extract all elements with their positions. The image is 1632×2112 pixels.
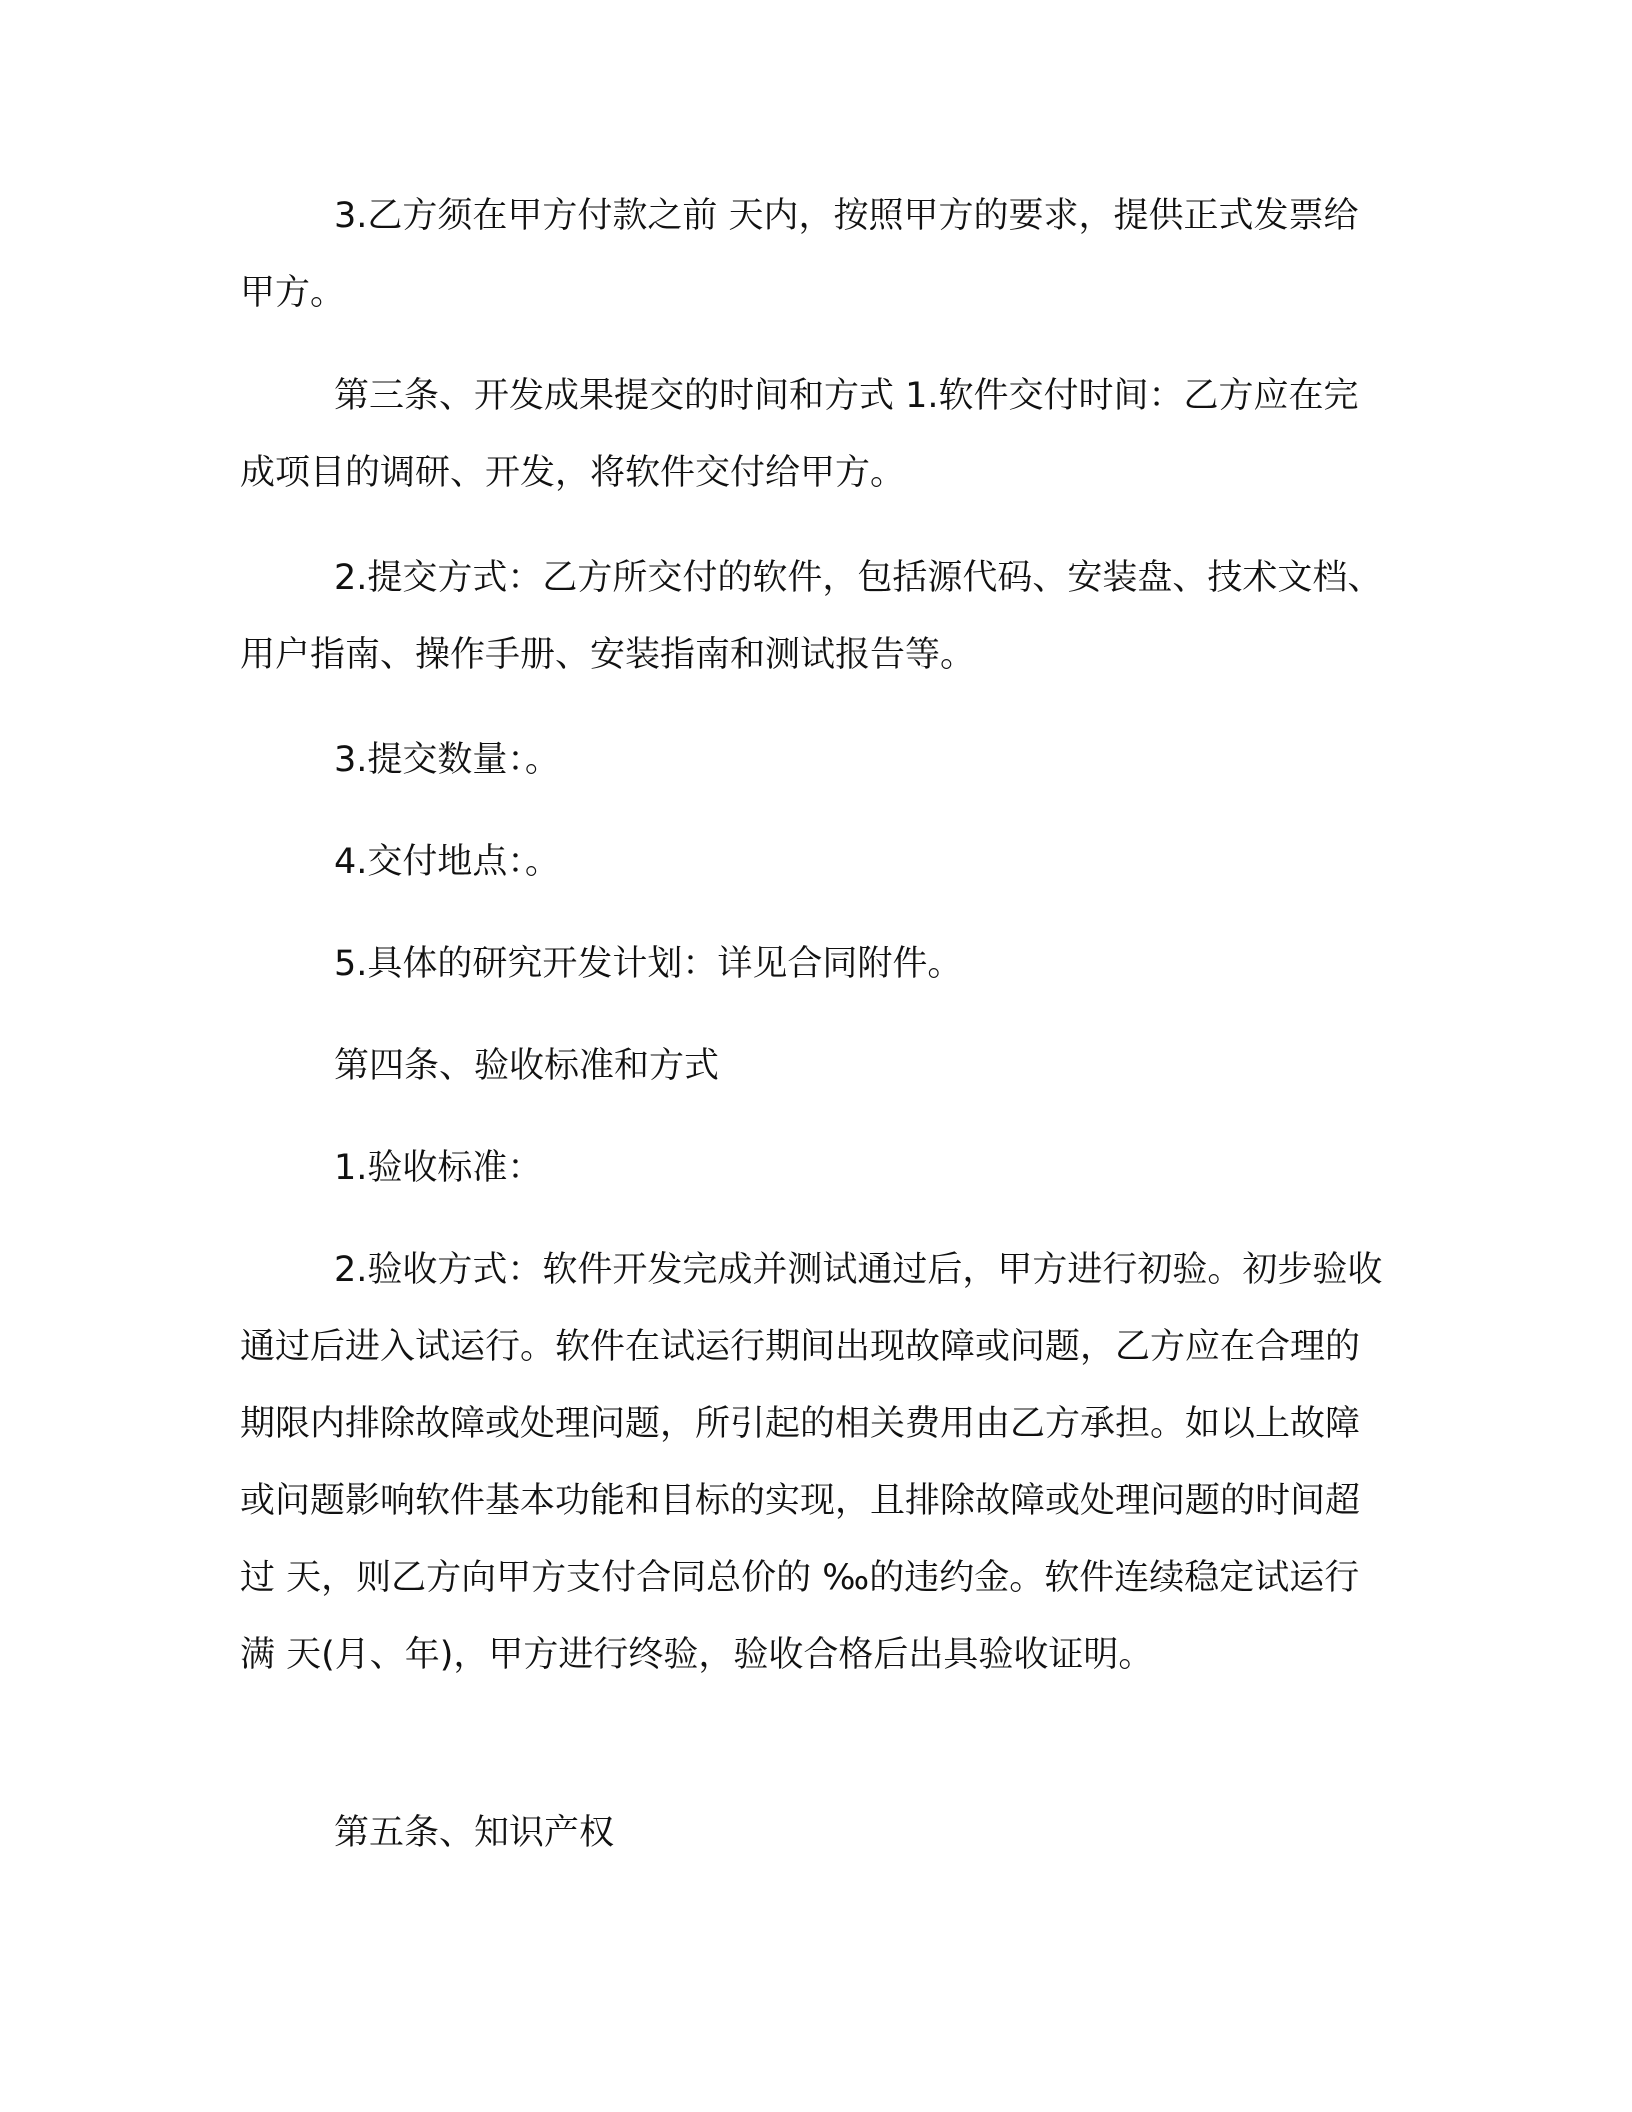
clause-3-invoice: 3.乙方须在甲方付款之前 天内，按照甲方的要求，提供正式发票给甲方。 <box>240 196 1359 313</box>
clause-3-submission-quantity: 3.提交数量：。 <box>334 740 560 780</box>
clause-4-delivery-location: 4.交付地点：。 <box>334 842 560 882</box>
clause-2-acceptance-method: 2.验收方式：软件开发完成并测试通过后，甲方进行初验。初步验收通过后进入试运行。软件在试运行期间出现故障或问题，乙方应在合理的期限内排除故障或处理问题，所引起的相关费用由乙方承担。如以上故障或问题影响软件基本功能和目标的实现，且排除故障或处理问题的时间超过 天，则乙方向甲方支付合同总价的 ‰的违约金。软件连续稳定试运行满 天(月、年)，甲方进行终验，验收合格后出具验收证明。 <box>240 1250 1383 1675</box>
article-4-heading: 第四条、验收标准和方式 <box>334 1046 720 1086</box>
article-5-heading: 第五条、知识产权 <box>334 1813 615 1853</box>
clause-5-development-plan: 5.具体的研究开发计划：详见合同附件。 <box>334 944 963 984</box>
article-3-heading-delivery-time: 第三条、开发成果提交的时间和方式 1.软件交付时间：乙方应在完成项目的调研、开发，将软件交付给甲方。 <box>240 376 1359 493</box>
clause-2-submission-method: 2.提交方式：乙方所交付的软件，包括源代码、安装盘、技术文档、用户指南、操作手册、安装指南和测试报告等。 <box>240 558 1383 675</box>
clause-1-acceptance-standard: 1.验收标准： <box>334 1148 543 1188</box>
